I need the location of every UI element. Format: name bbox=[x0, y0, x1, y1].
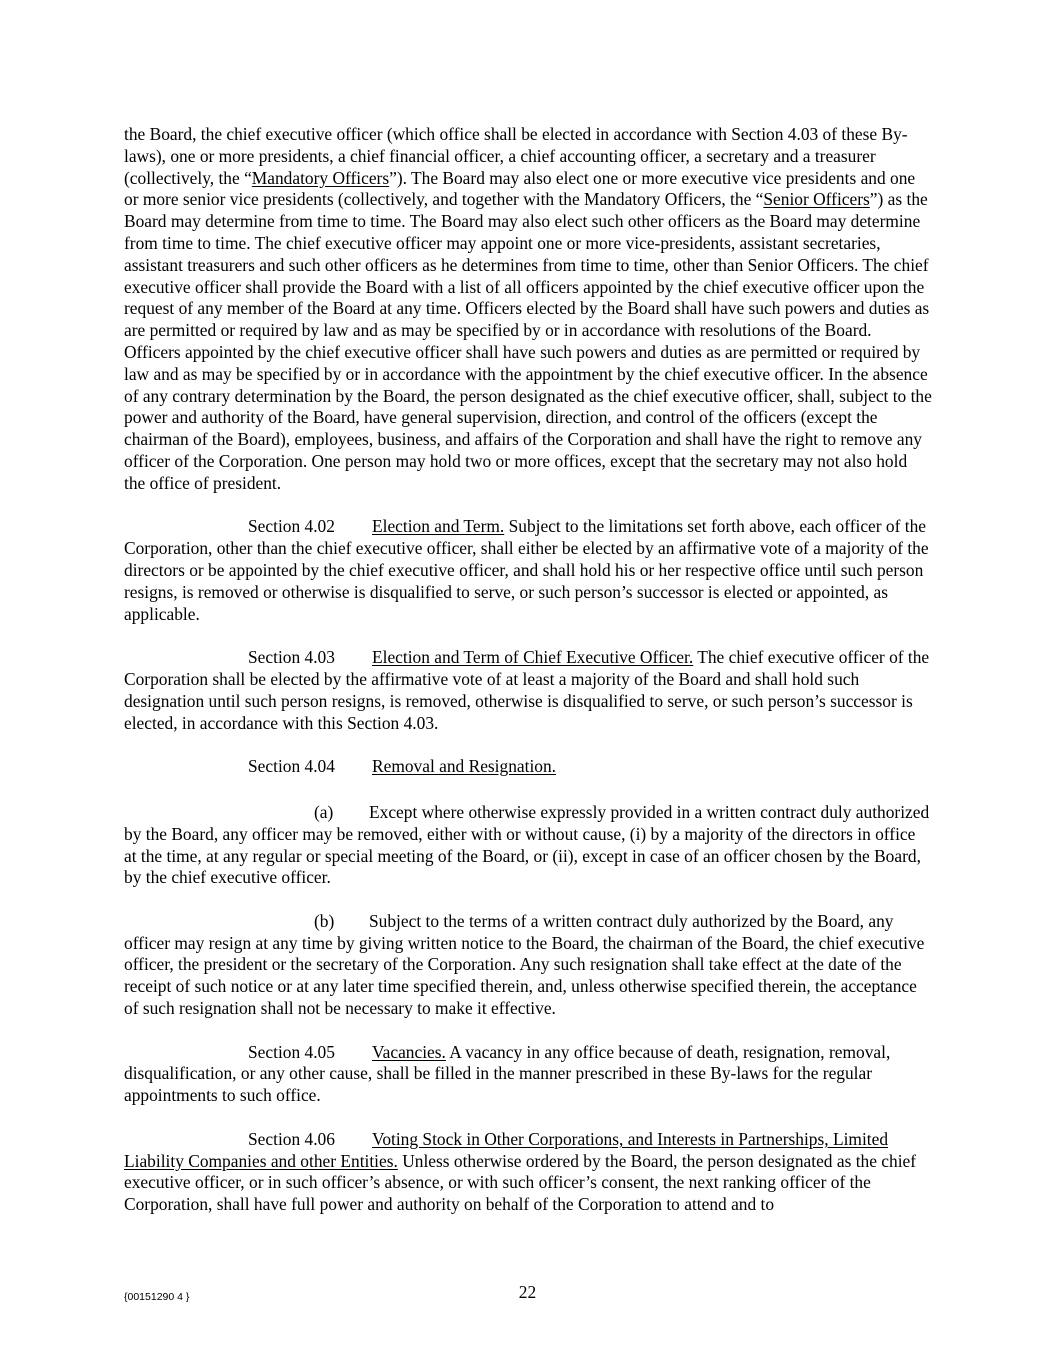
section-text: Subject to the limitations set forth above, each officer of the Corporation, other than the chief executive officer, shall either be elected by an affirmative vote of a majority of the directors or be appointed by the chief executive officer, and shall hold his or her respective office until such person resigns, is removed or otherwise is disqualified to serve, or such person’s successor is elected or appointed, as applicable. bbox=[124, 516, 929, 624]
section-heading: Voting Stock in Other Corporations, and Interests in Partnerships, Limited Liability Companies and other Entities. bbox=[124, 1128, 889, 1171]
document-body bbox=[124, 124, 932, 1216]
section-heading: Election and Term. bbox=[372, 516, 505, 537]
section-text: Unless otherwise ordered by the Board, the person designated as the chief executive officer, or in such officer’s absence, or with such officer’s consent, the next ranking officer of the Corporation, shall have full power and authority on behalf of the Corporation to attend and to bbox=[124, 1150, 917, 1215]
section-4-05 bbox=[124, 1042, 932, 1107]
defined-term-mandatory-officers: Mandatory Officers bbox=[251, 167, 390, 188]
section-4-02 bbox=[124, 516, 932, 625]
section-text: A vacancy in any office because of death, resignation, removal, disqualification, or any other cause, shall be filled in the manner prescribed in these By-laws for the regular appointments to such office. bbox=[124, 1041, 891, 1106]
section-number: Section 4.02 bbox=[248, 516, 335, 537]
paragraph-text: ”). The Board may also elect one or more executive vice presidents and one or more senior vice presidents (collectively, and together with the Mandatory Officers, the “ bbox=[124, 167, 916, 210]
section-heading: Vacancies. bbox=[372, 1041, 446, 1062]
paragraph-officers-continued bbox=[124, 124, 932, 495]
section-4-03 bbox=[124, 647, 932, 734]
section-number: Section 4.04 bbox=[248, 756, 335, 777]
footer-document-id: {00151290 4 } bbox=[124, 1291, 190, 1303]
section-4-04 bbox=[124, 756, 932, 778]
section-number: Section 4.05 bbox=[248, 1041, 335, 1062]
section-4-04-a bbox=[124, 802, 932, 889]
paragraph-text: the Board, the chief executive officer (which office shall be elected in accordance with Section 4.03 of these By-laws), one or more presidents, a chief financial officer, a chief accounting officer, a secretary and a treasurer (collectively, the “ bbox=[124, 124, 908, 188]
subsection-label: (b) bbox=[314, 910, 335, 931]
footer-page-number: 22 bbox=[518, 1282, 537, 1302]
subsection-label: (a) bbox=[314, 801, 334, 822]
defined-term-senior-officers: Senior Officers bbox=[763, 189, 870, 210]
section-number: Section 4.06 bbox=[248, 1128, 335, 1149]
section-text: The chief executive officer of the Corporation shall be elected by the affirmative vote of at least a majority of the Board and shall hold such designation until such person resigns, is removed, otherwise is disqualified to serve, or such person’s successor is elected, in accordance with this Section 4.03. bbox=[124, 647, 930, 733]
section-number: Section 4.03 bbox=[248, 647, 335, 668]
section-heading: Election and Term of Chief Executive Officer. bbox=[372, 647, 694, 668]
section-4-04-b bbox=[124, 911, 932, 1020]
section-4-06 bbox=[124, 1129, 932, 1216]
subsection-text: Except where otherwise expressly provided in a written contract duly authorized by the Board, any officer may be removed, either with or without cause, (i) by a majority of the directors in office at the time, at any regular or special meeting of the Board, or (ii), except in case of an officer chosen by the Board, by the chief executive officer. bbox=[124, 801, 930, 888]
paragraph-text: ”) as the Board may determine from time to time. The Board may also elect such other officers as the Board may determine from time to time. The chief executive officer may appoint one or more vice-presidents, assistant secretaries, assistant treasurers and such other officers as he determines from time to time, other than Senior Officers. The chief executive officer shall provide the Board with a list of all officers appointed by the chief executive officer upon the request of any member of the Board at any time. Officers elected by the Board shall have such powers and duties as are permitted or required by law and as may be specified by or in accordance with resolutions of the Board. Officers appointed by the chief executive officer shall have such powers and duties as are permitted or required by law and as may be specified by or in accordance with the appointment by the chief executive officer. In the absence of any contrary determination by the Board, the person designated as the chief executive officer, shall, subject to the power and authority of the Board, have general supervision, direction, and control of the officers (except the chairman of the Board), employees, business, and affairs of the Corporation and shall have the right to remove any officer of the Corporation. One person may hold two or more offices, except that the secretary may not also hold the office of president. bbox=[124, 189, 932, 493]
section-heading: Removal and Resignation. bbox=[372, 756, 557, 777]
subsection-text: Subject to the terms of a written contract duly authorized by the Board, any officer may resign at any time by giving written notice to the Board, the chairman of the Board, the chief executive officer, the president or the secretary of the Corporation. Any such resignation shall take effect at the date of the receipt of such notice or at any later time specified therein, and, unless otherwise specified therein, the acceptance of such resignation shall not be necessary to make it effective. bbox=[124, 910, 925, 1019]
